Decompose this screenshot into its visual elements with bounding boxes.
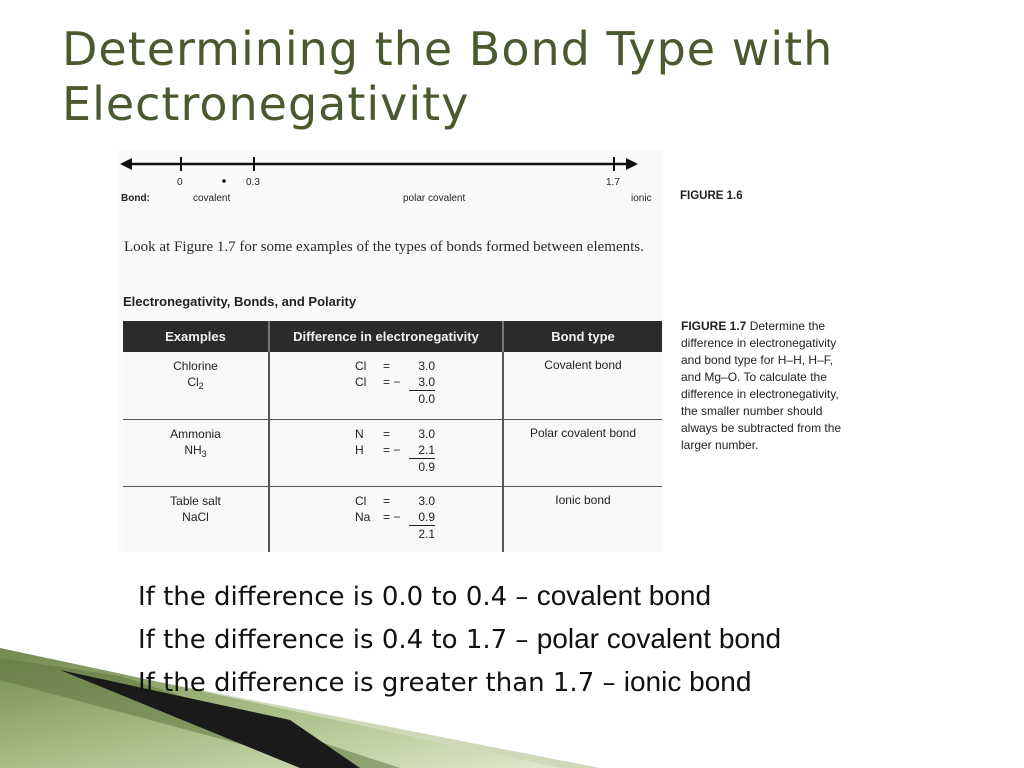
header-difference: Difference in electronegativity: [269, 321, 503, 352]
difference-cell: Cl = 3.0 Cl = − 3.0 0.0: [269, 352, 503, 419]
bond-label: Bond:: [121, 193, 150, 204]
electronegativity-table: [123, 321, 662, 552]
example-formula: $Cl_2$: [187, 375, 204, 391]
example-formula: NaCl: [182, 509, 209, 524]
table-title: Electronegativity, Bonds, and Polarity: [123, 294, 357, 309]
slide-title-line-1: Determining the Bond Type with: [62, 22, 834, 76]
rule-bond-type: covalent bond: [536, 580, 712, 611]
bond-rules: [138, 575, 781, 704]
example-name: Ammonia: [170, 426, 221, 441]
region-covalent: covalent: [193, 193, 231, 204]
element: Cl: [355, 359, 367, 373]
textbook-figure: [118, 150, 842, 555]
example-cell: [123, 486, 269, 552]
rule-covalent: If the difference is 0.0 to 0.4 – covalent bond: [138, 580, 712, 612]
en-value: 0.9: [409, 509, 435, 526]
bond-type-cell: Covalent bond: [503, 352, 662, 419]
slide-title: [62, 22, 962, 142]
table-row: [123, 419, 662, 486]
tick-label-0-3: 0.3: [246, 177, 260, 188]
en-value: 3.0: [418, 359, 435, 373]
difference-cell: N = 3.0 H = − 2.1 0.9: [269, 419, 503, 486]
region-ionic: ionic: [631, 193, 652, 204]
rule-bond-type: polar covalent bond: [536, 623, 782, 654]
en-value: 3.0: [409, 374, 435, 391]
rule-bond-type: ionic bond: [623, 666, 752, 697]
rule-polar-covalent: If the difference is 0.4 to 1.7 – polar covalent bond: [138, 623, 782, 655]
bond-type-cell: Ionic bond: [503, 486, 662, 552]
figure-1-7-label: FIGURE 1.7: [681, 319, 747, 333]
tick-label-1-7: 1.7: [606, 177, 620, 188]
example-name: Chlorine: [173, 359, 218, 373]
bond-type-cell: Polar covalent bond: [503, 419, 662, 486]
table-row: [123, 352, 662, 419]
example-cell: [123, 352, 269, 419]
table-header-row: [123, 321, 662, 352]
region-polar-covalent: polar covalent: [403, 193, 466, 204]
difference-result: 0.9: [418, 459, 435, 474]
element: Cl: [355, 493, 367, 508]
header-bond-type: Bond type: [503, 321, 662, 352]
intro-text: Look at Figure 1.7 for some examples of the types of bonds formed between elements.: [124, 239, 644, 255]
difference-result: 0.0: [418, 392, 435, 406]
en-value: 3.0: [418, 493, 435, 508]
difference-cell: Cl = 3.0 Na = − 0.9 2.1: [269, 486, 503, 552]
figure-1-6-label: FIGURE 1.6: [680, 190, 743, 202]
en-value: 3.0: [418, 426, 435, 441]
en-value: 2.1: [409, 442, 435, 459]
example-formula: $NH_3$: [184, 442, 207, 459]
figure-1-7-text: Determine the difference in electronegativity and bond type for H–H, H–F, and Mg–O. To calculate the difference in electronegativity, the smaller number should always be subtracted from the larger number.: [681, 319, 842, 452]
element: H: [355, 442, 364, 457]
tick-label-0: 0: [177, 177, 183, 188]
example-cell: [123, 419, 269, 486]
rule-ionic: If the difference is greater than 1.7 – ionic bond: [138, 666, 752, 698]
slide-title-line-2: Electronegativity: [62, 77, 470, 131]
element: N: [355, 426, 364, 441]
example-name: Table salt: [170, 493, 221, 508]
difference-result: 2.1: [418, 526, 435, 541]
element: Na: [355, 509, 371, 524]
header-examples: Examples: [123, 321, 269, 352]
table-row: [123, 486, 662, 552]
element: Cl: [355, 375, 367, 389]
figure-1-7-caption: [681, 318, 846, 454]
